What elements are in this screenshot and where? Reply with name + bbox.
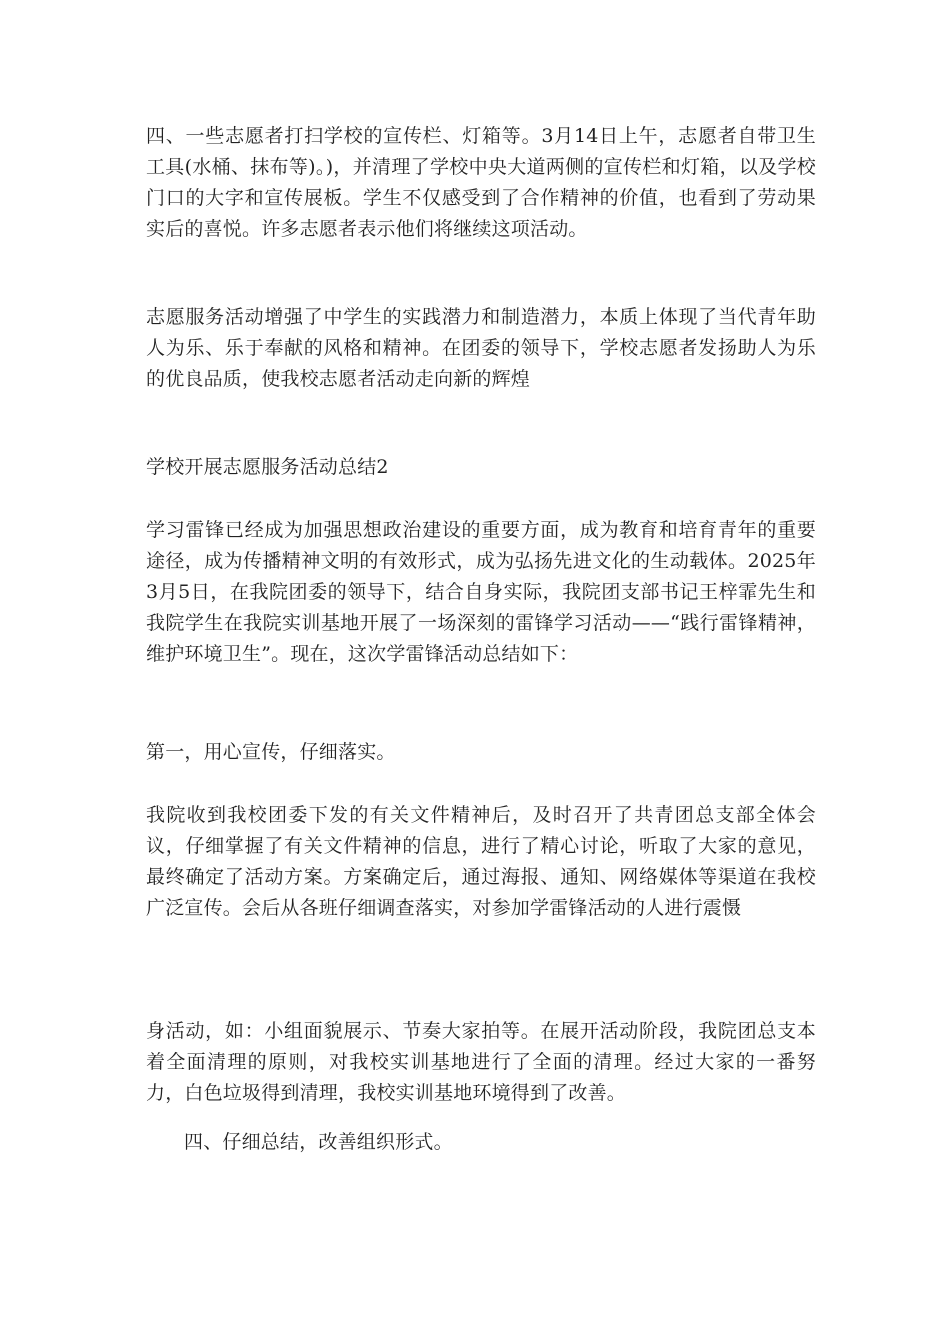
paragraph-volunteers-cleaning: 四、一些志愿者打扫学校的宣传栏、灯箱等。3月14日上午，志愿者自带卫生工具(水桶、抹布等)。)，并清理了学校中央大道两侧的宣传栏和灯箱，以及学校门口的大字和宣传展板。学生不仅感受到了合作精神的价值，也看到了劳动果实后的喜悦。许多志愿者表示他们将继续这项活动。: [146, 125, 816, 240]
paragraph-publicity-details: 我院收到我校团委下发的有关文件精神后，及时召开了共青团总支部全体会议，仔细掌握了有关文件精神的信息，进行了精心讨论，听取了大家的意见，最终确定了活动方案。方案确定后，通过海报、通知、网络媒体等渠道在我校广泛宣传。会后从各班仔细调查落实，对参加学雷锋活动的人进行震慑: [146, 804, 816, 919]
section-title-summary-2: 学校开展志愿服务活动总结2: [146, 456, 389, 478]
heading-first-publicity: 第一，用心宣传，仔细落实。: [146, 741, 396, 763]
paragraph-learn-leifeng: 学习雷锋已经成为加强思想政治建设的重要方面，成为教育和培育青年的重要途径，成为传播精神文明的有效形式，成为弘扬先进文化的生动载体。2025年3月5日，在我院团委的领导下，结合自身实际，我院团支部书记王梓霏先生和我院学生在我院实训基地开展了一场深刻的雷锋学习活动——“践行雷锋精神，维护环境卫生”。现在，这次学雷锋活动总结如下：: [146, 519, 816, 665]
paragraph-activity-cleanup: 身活动，如：小组面貌展示、节奏大家拍等。在展开活动阶段，我院团总支本着全面清理的原则，对我校实训基地进行了全面的清理。经过大家的一番努力，白色垃圾得到清理，我校实训基地环境得到了改善。: [146, 1020, 816, 1104]
heading-fourth-summary: 四、仔细总结，改善组织形式。: [184, 1131, 453, 1153]
paragraph-volunteer-summary: 志愿服务活动增强了中学生的实践潜力和制造潜力，本质上体现了当代青年助人为乐、乐于奉献的风格和精神。在团委的领导下，学校志愿者发扬助人为乐的优良品质，使我校志愿者活动走向新的辉煌: [146, 306, 816, 390]
